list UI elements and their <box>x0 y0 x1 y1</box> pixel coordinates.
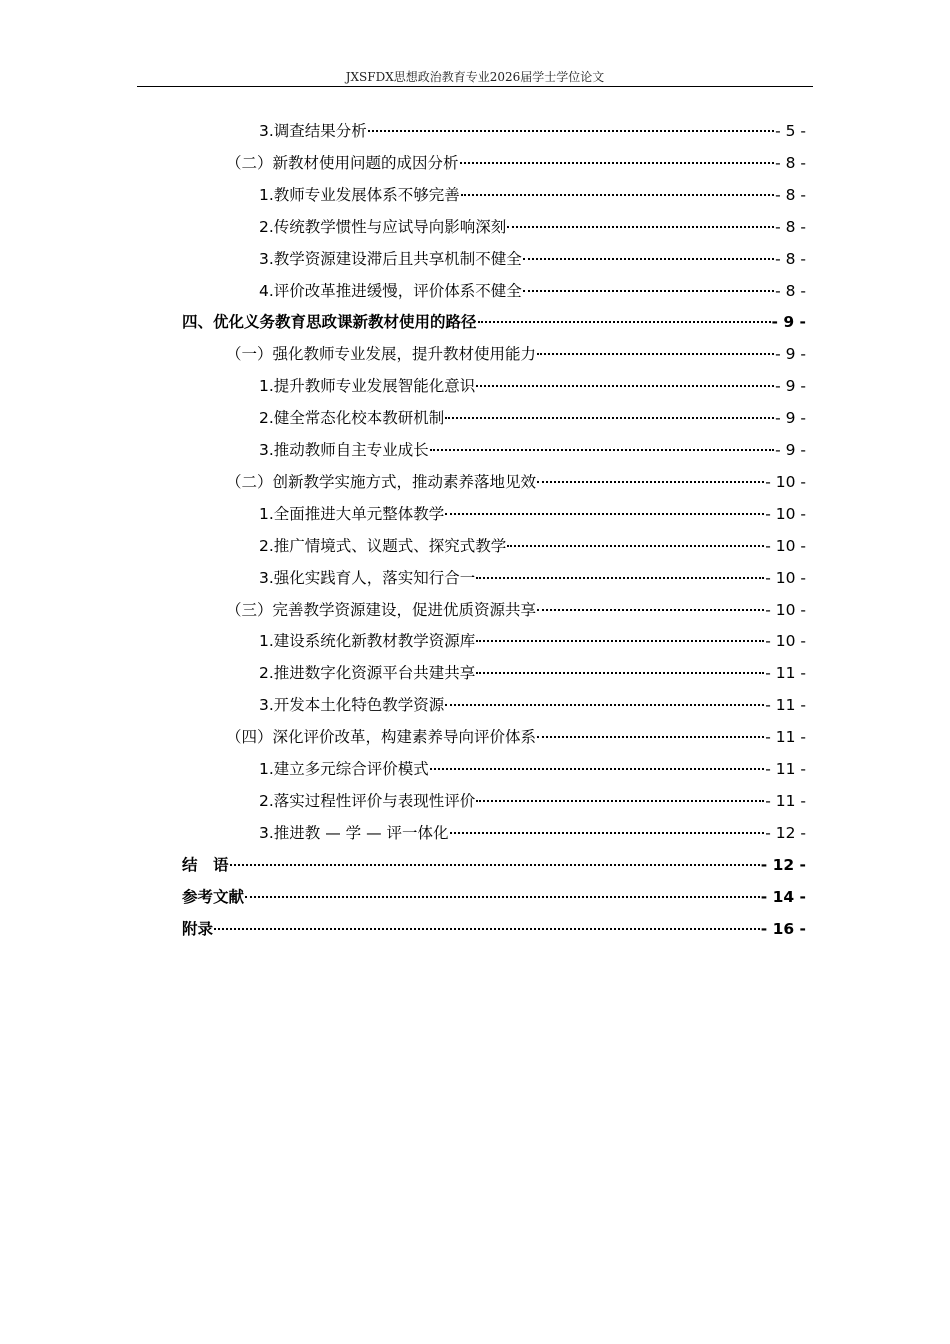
toc-entry-title: 2.落实过程性评价与表现性评价 <box>259 791 476 810</box>
toc-entry[interactable] <box>226 722 806 752</box>
toc-page-number: - 10 - <box>765 600 806 619</box>
toc-entry[interactable] <box>259 690 806 720</box>
toc-entry[interactable] <box>259 244 806 274</box>
toc-dot-leader <box>537 732 764 738</box>
toc-entry-title: 3.教学资源建设滞后且共享机制不健全 <box>259 249 522 268</box>
toc-page-number: - 9 - <box>775 409 806 428</box>
toc-dot-leader <box>507 222 774 228</box>
toc-dot-leader <box>430 445 774 451</box>
toc-entry[interactable] <box>259 531 806 561</box>
toc-entry[interactable] <box>259 499 806 529</box>
toc-page-number: - 16 - <box>760 919 806 938</box>
toc-dot-leader <box>523 286 774 292</box>
toc-page-number: - 12 - <box>765 823 806 842</box>
toc-entry[interactable] <box>259 818 806 848</box>
toc-entry-title: 3.推动教师自主专业成长 <box>259 441 429 459</box>
toc-entry-title: 2.推进数字化资源平台共建共享 <box>259 664 476 683</box>
toc-entry-title: 2.传统教学惯性与应试导向影响深刻 <box>259 217 507 236</box>
toc-dot-leader <box>445 700 764 706</box>
toc-dot-leader <box>445 413 774 419</box>
toc-entry-title: 1.提升教师专业发展智能化意识 <box>259 377 476 396</box>
toc-dot-leader <box>476 381 774 387</box>
toc-entry[interactable] <box>182 882 806 912</box>
toc-page-number: - 8 - <box>775 153 806 172</box>
toc-page-number: - 11 - <box>765 664 806 683</box>
toc-entry-title: 3.开发本土化特色教学资源 <box>259 696 445 715</box>
toc-entry-title: （二）创新教学实施方式，推动素养落地见效 <box>226 472 537 491</box>
toc-dot-leader <box>450 828 765 834</box>
toc-entry[interactable] <box>259 212 806 242</box>
toc-entry-title: 附录 <box>182 919 214 938</box>
toc-entry-title: 1.建设系统化新教材教学资源库 <box>259 632 476 651</box>
toc-entry-title: （二）新教材使用问题的成因分析 <box>226 153 459 172</box>
toc-page-number: - 11 - <box>765 696 806 715</box>
toc-entry[interactable] <box>259 626 806 656</box>
page-header: JXSFDX思想政治教育专业2026届学士学位论文 <box>345 70 605 84</box>
toc-entry[interactable] <box>259 786 806 816</box>
toc-dot-leader <box>476 636 764 642</box>
toc-page-number: - 10 - <box>765 472 806 491</box>
toc-page-number: - 9 - <box>775 441 806 459</box>
toc-dot-leader <box>461 190 774 196</box>
toc-entry-title: 参考文献 <box>182 887 245 906</box>
toc-dot-leader <box>523 254 774 260</box>
toc-page-number: - 5 - <box>775 122 806 140</box>
toc-entry[interactable] <box>259 180 806 210</box>
toc-entry-title: （四）深化评价改革，构建素养导向评价体系 <box>226 728 537 747</box>
toc-entry[interactable] <box>259 276 806 306</box>
toc-entry-title: 3.推进教 — 学 — 评一体化 <box>259 823 449 842</box>
toc-entry[interactable] <box>182 914 806 944</box>
toc-page-number: - 9 - <box>775 377 806 396</box>
toc-page-number: - 8 - <box>775 281 806 300</box>
toc-entry-title: 四、优化义务教育思政课新教材使用的路径 <box>182 313 477 332</box>
toc-entry[interactable] <box>259 754 806 784</box>
toc-dot-leader <box>445 509 764 515</box>
toc-dot-leader <box>214 924 760 930</box>
toc-entry[interactable] <box>259 403 806 433</box>
toc-entry[interactable] <box>259 435 806 465</box>
toc-page-number: - 11 - <box>765 728 806 747</box>
toc-dot-leader <box>430 764 764 770</box>
toc-dot-leader <box>368 126 774 132</box>
toc-entry[interactable] <box>226 339 806 369</box>
toc-entry[interactable] <box>182 850 806 880</box>
toc-page-number: - 10 - <box>765 536 806 555</box>
toc-dot-leader <box>460 158 775 164</box>
toc-page-number: - 12 - <box>760 855 806 874</box>
toc-entry-title: 2.健全常态化校本教研机制 <box>259 409 445 428</box>
toc-entry[interactable] <box>259 116 806 146</box>
toc-entry[interactable] <box>259 563 806 593</box>
toc-entry-title: 3.强化实践育人，落实知行合一 <box>259 568 476 587</box>
toc-page-number: - 11 - <box>765 791 806 810</box>
toc-entry-title: 4.评价改革推进缓慢，评价体系不健全 <box>259 281 522 300</box>
toc-dot-leader <box>537 477 764 483</box>
toc-entry-title: 1.建立多元综合评价模式 <box>259 760 429 778</box>
toc-dot-leader <box>476 668 764 674</box>
toc-entry[interactable] <box>226 467 806 497</box>
toc-entry-title: 3.调查结果分析 <box>259 122 367 140</box>
toc-dot-leader <box>476 573 764 579</box>
toc-dot-leader <box>537 605 764 611</box>
toc-page-number: - 9 - <box>775 345 806 364</box>
toc-entry-title: 1.教师专业发展体系不够完善 <box>259 185 460 204</box>
toc-page-number: - 10 - <box>765 504 806 523</box>
toc-entry[interactable] <box>259 658 806 688</box>
toc-page-number: - 14 - <box>760 887 806 906</box>
toc-entry-title: （三）完善教学资源建设，促进优质资源共享 <box>226 600 537 619</box>
toc-entry[interactable] <box>226 595 806 625</box>
toc-dot-leader <box>478 317 771 323</box>
header-rule <box>137 86 813 87</box>
toc-entry[interactable] <box>226 148 806 178</box>
toc-entry-title: 2.推广情境式、议题式、探究式教学 <box>259 536 507 555</box>
toc-dot-leader <box>245 892 760 898</box>
toc-page-number: - 8 - <box>775 217 806 236</box>
toc-entry-title: 1.全面推进大单元整体教学 <box>259 504 445 523</box>
toc-entry-title: 结 语 <box>182 855 229 874</box>
toc-page-number: - 8 - <box>775 185 806 204</box>
toc-page-number: - 8 - <box>775 249 806 268</box>
toc-dot-leader <box>507 541 764 547</box>
toc-dot-leader <box>230 860 760 866</box>
toc-page-number: - 10 - <box>765 632 806 651</box>
toc-dot-leader <box>537 349 774 355</box>
toc-entry[interactable] <box>259 371 806 401</box>
toc-dot-leader <box>476 796 764 802</box>
toc-entry[interactable] <box>182 307 806 337</box>
toc-entry-title: （一）强化教师专业发展，提升教材使用能力 <box>226 345 537 364</box>
toc-page-number: - 11 - <box>765 760 806 778</box>
toc-page-number: - 10 - <box>765 568 806 587</box>
toc-page-number: - 9 - <box>771 313 806 332</box>
